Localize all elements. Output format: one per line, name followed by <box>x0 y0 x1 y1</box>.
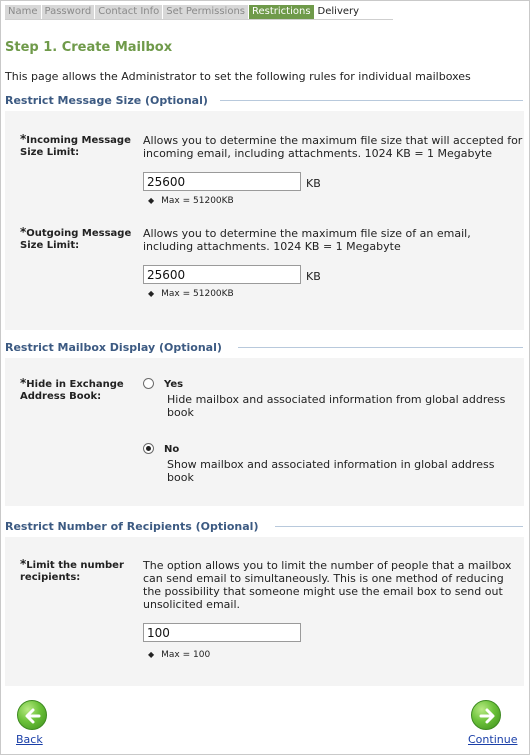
incoming-label-line1: Incoming Message <box>26 135 131 146</box>
wizard-tabs <box>5 5 363 19</box>
outgoing-label-line1: Outgoing Message <box>26 228 132 239</box>
required-marker: * <box>20 557 27 571</box>
tab-set-permissions[interactable]: Set Permissions <box>163 5 248 19</box>
incoming-size-label <box>20 133 140 159</box>
hide-yes-description: Hide mailbox and associated information from global address book <box>167 393 506 419</box>
incoming-size-unit: KB <box>306 177 321 190</box>
hide-no-description: Show mailbox and associated information in global address book <box>167 458 495 484</box>
recipients-limit-label <box>20 558 140 584</box>
hide-in-address-book-label <box>20 377 140 403</box>
tab-restrictions[interactable]: Restrictions <box>249 5 314 19</box>
incoming-label-line2: Size Limit: <box>20 147 80 158</box>
back-button[interactable] <box>17 700 47 730</box>
continue-link[interactable]: Continue <box>468 733 518 746</box>
hide-no-radio[interactable] <box>143 443 154 454</box>
section-divider <box>220 100 523 101</box>
required-marker: * <box>20 376 27 390</box>
recipients-limit-description: The option allows you to limit the number of people that a mailbox can send email to simultaneously. This is one method of reducing the possibility that someone might use the email box to send out unsolicited email. <box>143 559 512 611</box>
incoming-size-note <box>148 196 234 206</box>
incoming-size-input[interactable] <box>143 172 301 191</box>
arrow-left-icon <box>22 705 44 727</box>
hide-label-line2: Address Book: <box>20 391 102 402</box>
tab-delivery[interactable]: Delivery <box>315 5 363 19</box>
tabs-divider <box>5 19 393 20</box>
hide-yes-label[interactable]: Yes <box>164 379 184 390</box>
incoming-size-description: Allows you to determine the maximum file size that will accepted for incoming email, including attachments. 1024 KB = 1 Megabyte <box>143 134 523 160</box>
section-title-message-size: Restrict Message Size (Optional) <box>5 94 208 107</box>
back-link[interactable]: Back <box>16 733 43 746</box>
page-title: Step 1. Create Mailbox <box>5 40 173 55</box>
bullet-diamond-icon: ◆ <box>148 650 155 659</box>
arrow-right-icon <box>476 705 498 727</box>
required-marker: * <box>20 132 27 146</box>
incoming-size-max: Max = 51200KB <box>161 196 234 206</box>
tab-password[interactable]: Password <box>42 5 95 19</box>
section-title-mailbox-display: Restrict Mailbox Display (Optional) <box>5 341 222 354</box>
recipients-limit-max: Max = 100 <box>161 650 211 660</box>
section-divider <box>275 526 523 527</box>
section-title-recipients: Restrict Number of Recipients (Optional) <box>5 520 259 533</box>
outgoing-size-label <box>20 226 140 252</box>
section-divider <box>238 347 523 348</box>
outgoing-size-input[interactable] <box>143 265 301 284</box>
outgoing-size-note <box>148 289 234 299</box>
hide-no-label[interactable]: No <box>164 444 180 455</box>
tab-name[interactable]: Name <box>5 5 41 19</box>
outgoing-size-max: Max = 51200KB <box>161 289 234 299</box>
outgoing-size-description: Allows you to determine the maximum file size of an email, including attachments. 1024 KB = 1 Megabyte <box>143 227 471 253</box>
outgoing-label-line2: Size Limit: <box>20 240 80 251</box>
tab-contact-info[interactable]: Contact Info <box>95 5 162 19</box>
hide-label-line1: Hide in Exchange <box>26 379 124 390</box>
recipients-limit-note <box>148 650 210 660</box>
outgoing-size-unit: KB <box>306 270 321 283</box>
required-marker: * <box>20 225 27 239</box>
bullet-diamond-icon: ◆ <box>148 196 155 205</box>
recipients-label-line1: Limit the number <box>26 560 124 571</box>
hide-yes-radio[interactable] <box>143 378 154 389</box>
continue-button[interactable] <box>471 700 501 730</box>
recipients-label-line2: recipients: <box>20 572 81 583</box>
intro-text: This page allows the Administrator to set the following rules for individual mailboxes <box>5 70 471 83</box>
recipients-limit-input[interactable] <box>143 623 301 642</box>
bullet-diamond-icon: ◆ <box>148 289 155 298</box>
